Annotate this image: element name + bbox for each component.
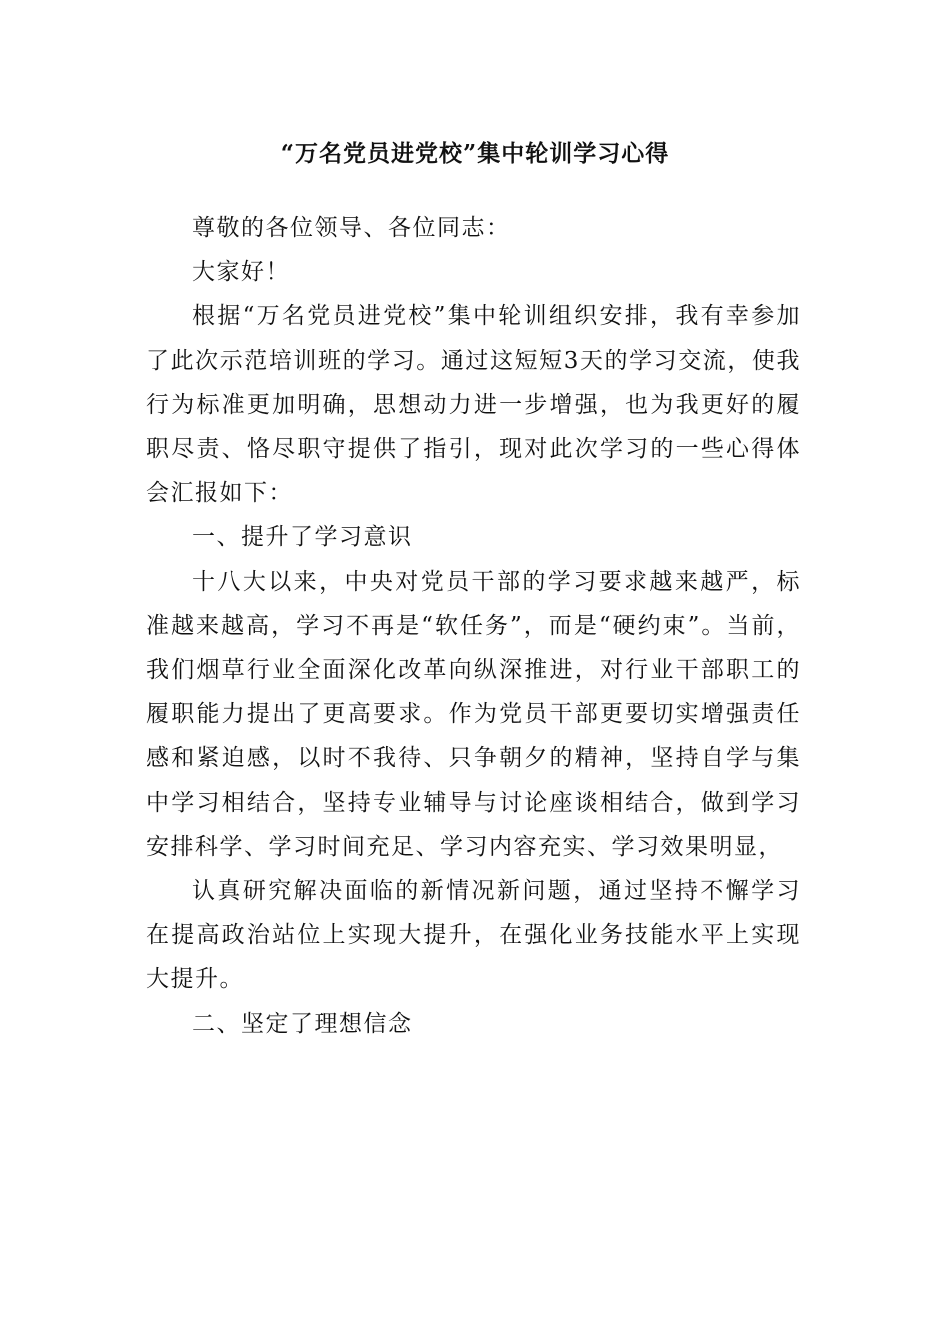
document-body xyxy=(146,206,801,1046)
section-heading-1: 一、提升了学习意识 xyxy=(192,524,413,551)
document-title: “万名党员进党校”集中轮训学习心得 xyxy=(280,140,670,167)
salutation: 尊敬的各位领导、各位同志： xyxy=(192,215,511,241)
section-heading-2: 二、坚定了理想信念 xyxy=(192,1010,413,1037)
section-1-paragraph-2: 认真研究解决面临的新情况新问题，通过坚持不懈学习在提高政治站位上实现大提升，在强化业务技能水平上实现大提升。 xyxy=(146,878,801,993)
section-1-paragraph-1: 十八大以来，中央对党员干部的学习要求越来越严，标准越来越高，学习不再是“软任务”，而是“硬约束”。当前，我们烟草行业全面深化改革向纵深推进，对行业干部职工的履职能力提出了更高要求。作为党员干部更要切实增强责任感和紧迫感，以时不我待、只争朝夕的精神，坚持自学与集中学习相结合，坚持专业辅导与讨论座谈相结合，做到学习安排科学、学习时间充足、学习内容充实、学习效果明显， xyxy=(146,568,801,860)
greeting: 大家好！ xyxy=(192,259,290,286)
intro-paragraph: 根据“万名党员进党校”集中轮训组织安排，我有幸参加了此次示范培训班的学习。通过这短短3天的学习交流，使我行为标准更加明确，思想动力进一步增强，也为我更好的履职尽责、恪尽职守提供了指引，现对此次学习的一些心得体会汇报如下： xyxy=(146,303,801,507)
